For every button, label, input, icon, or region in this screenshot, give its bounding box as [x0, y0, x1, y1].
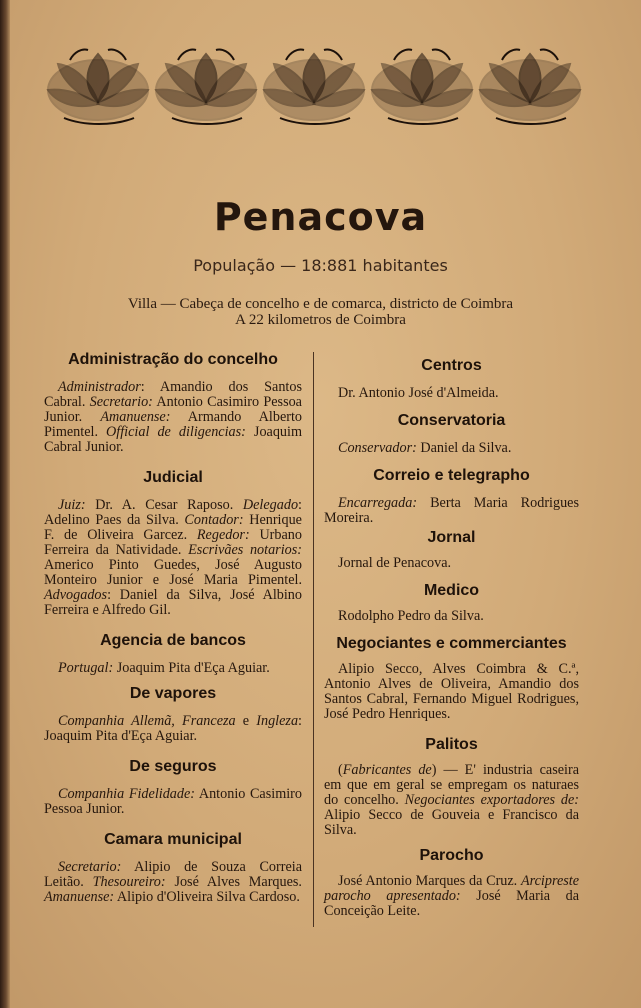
section-text-conservatoria: Conservador: Daniel da Silva. — [338, 440, 512, 456]
section-heading-vapores: De vapores — [129, 685, 217, 702]
section-text-seguros: Companhia Fidelidade: Antonio Casimiro Pessoa Junior. — [44, 786, 302, 817]
right-column — [324, 350, 579, 919]
section-heading-camara: Camara municipal — [104, 831, 242, 848]
section-heading-centros: Centros — [421, 357, 482, 374]
section-heading-jornal: Jornal — [427, 529, 476, 546]
section-heading-correio: Correio e telegrapho — [373, 467, 530, 484]
section-text-palitos: (Fabricantes de) — E' industria caseira em que em geral se empregam os naturaes do concelho. Negociantes exportadores de: Alipio Secco de Gouveia e Francisco da Silva. — [324, 762, 579, 838]
section-heading-negociantes: Negociantes e commerciantes — [336, 635, 567, 652]
section-text-bancos: Portugal: Joaquim Pita d'Eça Aguiar. — [58, 660, 270, 676]
section-heading-bancos: Agencia de bancos — [100, 632, 246, 649]
subtitle-line-2: A 22 kilometros de Coimbra — [235, 312, 406, 328]
section-heading-admin: Administração do concelho — [68, 351, 278, 368]
section-heading-medico: Medico — [423, 582, 480, 599]
section-text-parocho: José Antonio Marques da Cruz. Arcipreste parocho apresentado: José Maria da Conceição Leite. — [324, 873, 579, 919]
subtitle-line-1: Villa — Cabeça de concelho e de comarca, districto de Coimbra — [127, 296, 514, 312]
section-text-centros: Dr. Antonio José d'Almeida. — [338, 385, 499, 401]
page-title: Penacova — [213, 195, 428, 239]
lotus-flowers-icon — [44, 40, 584, 128]
subtitle — [0, 296, 641, 328]
section-heading-seguros: De seguros — [129, 758, 217, 775]
column-divider — [313, 352, 314, 927]
section-text-jornal: Jornal de Penacova. — [338, 555, 452, 571]
section-heading-conservatoria: Conservatoria — [397, 412, 506, 429]
section-text-judicial: Juiz: Dr. A. Cesar Raposo. Delegado: Adelino Paes da Silva. Contador: Henrique F. de Oliveira Garcez. Regedor: Urbano Ferreira da Natividade. Escrivães notarios: Americo Pinto Guedes, José Augusto Monteiro Junior e José Maria Pimentel. Advogados: Daniel da Silva, José Albino Ferreira e Alfredo Gil. — [44, 497, 302, 618]
section-text-camara: Secretario: Alipio de Souza Correia Leitão. Thesoureiro: José Alves Marques. Amanuense: Alipio d'Oliveira Silva Cardoso. — [44, 859, 302, 905]
section-heading-judicial: Judicial — [143, 469, 203, 486]
population-line: População — 18:881 habitantes — [193, 256, 448, 275]
section-heading-parocho: Parocho — [419, 847, 484, 864]
section-text-vapores: Companhia Allemã, Franceza e Ingleza: Joaquim Pita d'Eça Aguiar. — [44, 713, 302, 744]
section-text-medico: Rodolpho Pedro da Silva. — [338, 608, 484, 624]
left-column — [44, 350, 302, 905]
section-text-correio: Encarregada: Berta Maria Rodrigues Moreira. — [324, 495, 579, 526]
section-text-negociantes: Alipio Secco, Alves Coimbra & C.ª, Antonio Alves de Oliveira, Amandio dos Santos Cabral, Fernando Miguel Rodrigues, José Pedro Henriques. — [324, 661, 579, 722]
book-spine — [0, 0, 10, 1008]
section-text-admin: Administrador: Amandio dos Santos Cabral. Secretario: Antonio Casimiro Pessoa Junior. Amanuense: Armando Alberto Pimentel. Official de diligencias: Joaquim Cabral Junior. — [44, 379, 303, 455]
section-heading-palitos: Palitos — [425, 736, 478, 753]
floral-ornament-banner — [44, 40, 584, 128]
